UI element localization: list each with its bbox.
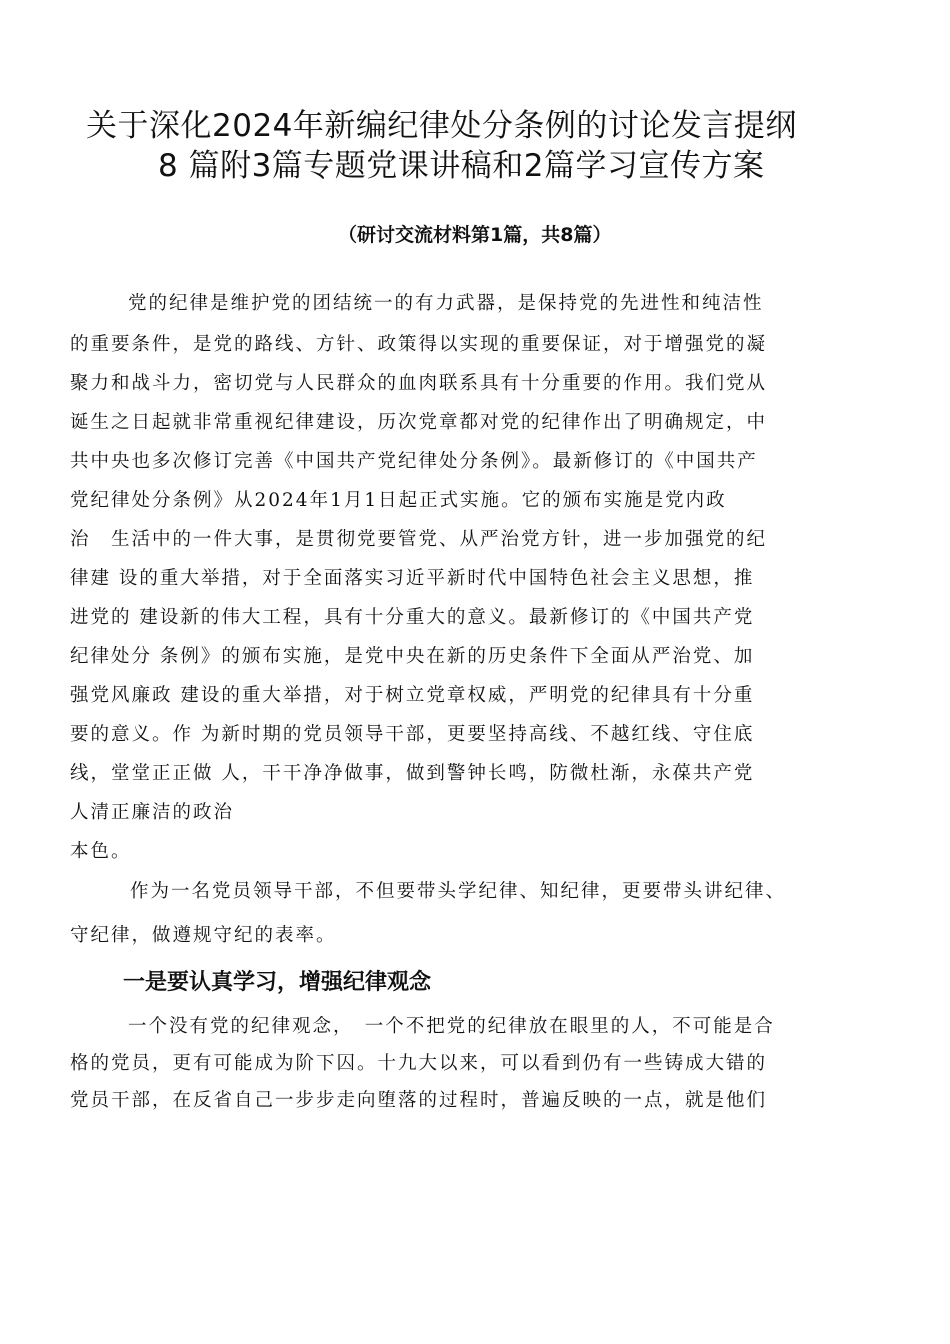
paragraph-3-line: 一个没有党的纪律观念， 一个不把党的纪律放在眼里的人，不可能是合 <box>128 1016 775 1037</box>
paragraph-1-line: 纪律处分 条例》的颁布实施，是党中央在新的历史条件下全面从严治党、加 <box>70 646 755 667</box>
paragraph-1-line: 线，堂堂正正做 人，干干净净做事，做到警钟长鸣，防微杜渐，永葆共产党 <box>70 763 755 784</box>
paragraph-1-line: 进党的 建设新的伟大工程，具有十分重大的意义。最新修订的《中国共产党 <box>70 607 755 628</box>
paragraph-1-line: 本色。 <box>70 841 132 862</box>
paragraph-1-line: 治 生活中的一件大事，是贯彻党要管党、从严治党方针，进一步加强党的纪 <box>70 529 768 550</box>
paragraph-1-line: 要的意义。作 为新时期的党员领导干部，更要坚持高线、不越红线、守住底 <box>70 724 755 745</box>
paragraph-2-line: 守纪律，做遵规守纪的表率。 <box>70 925 337 946</box>
section-heading-1: 一是要认真学习，增强纪律观念 <box>123 970 432 995</box>
paragraph-3-line: 党员干部，在反省自己一步步走向堕落的过程时，普遍反映的一点，就是他们 <box>70 1090 768 1111</box>
paragraph-1-line: 共中央也多次修订完善《中国共产党纪律处分条例》。最新修订的《中国共产 <box>70 451 758 472</box>
paragraph-1-line: 人清正廉洁的政治 <box>70 802 235 823</box>
paragraph-1-line: 的重要条件，是党的路线、方针、政策得以实现的重要保证，对于增强党的凝 <box>70 334 768 355</box>
paragraph-2-line: 作为一名党员领导干部，不但要带头学纪律、知纪律，更要带头讲纪律、 <box>130 881 787 902</box>
document-subtitle: （研讨交流材料第1篇，共8篇） <box>338 224 612 246</box>
paragraph-1-line: 强党风廉政 建设的重大举措，对于树立党章权威，严明党的纪律具有十分重 <box>70 685 755 706</box>
paragraph-1-line: 聚力和战斗力，密切党与人民群众的血肉联系具有十分重要的作用。我们党从 <box>70 373 768 394</box>
paragraph-1-line: 律建 设的重大举措，对于全面落实习近平新时代中国特色社会主义思想，推 <box>70 568 755 589</box>
paragraph-1-line: 党纪律处分条例》从2024年1月1日起正式实施。它的颁布实施是党内政 <box>70 490 727 511</box>
paragraph-1-line: 诞生之日起就非常重视纪律建设，历次党章都对党的纪律作出了明确规定，中 <box>70 412 768 433</box>
paragraph-1-line: 党的纪律是维护党的团结统一的有力武器，是保持党的先进性和纯洁性 <box>128 293 764 314</box>
document-title-line-1: 关于深化2024年新编纪律处分条例的讨论发言提纲 <box>86 108 797 144</box>
paragraph-3-line: 格的党员，更有可能成为阶下囚。十九大以来，可以看到仍有一些铸成大错的 <box>70 1053 768 1074</box>
document-title-line-2: 8 篇附3篇专题党课讲稿和2篇学习宣传方案 <box>158 148 765 184</box>
